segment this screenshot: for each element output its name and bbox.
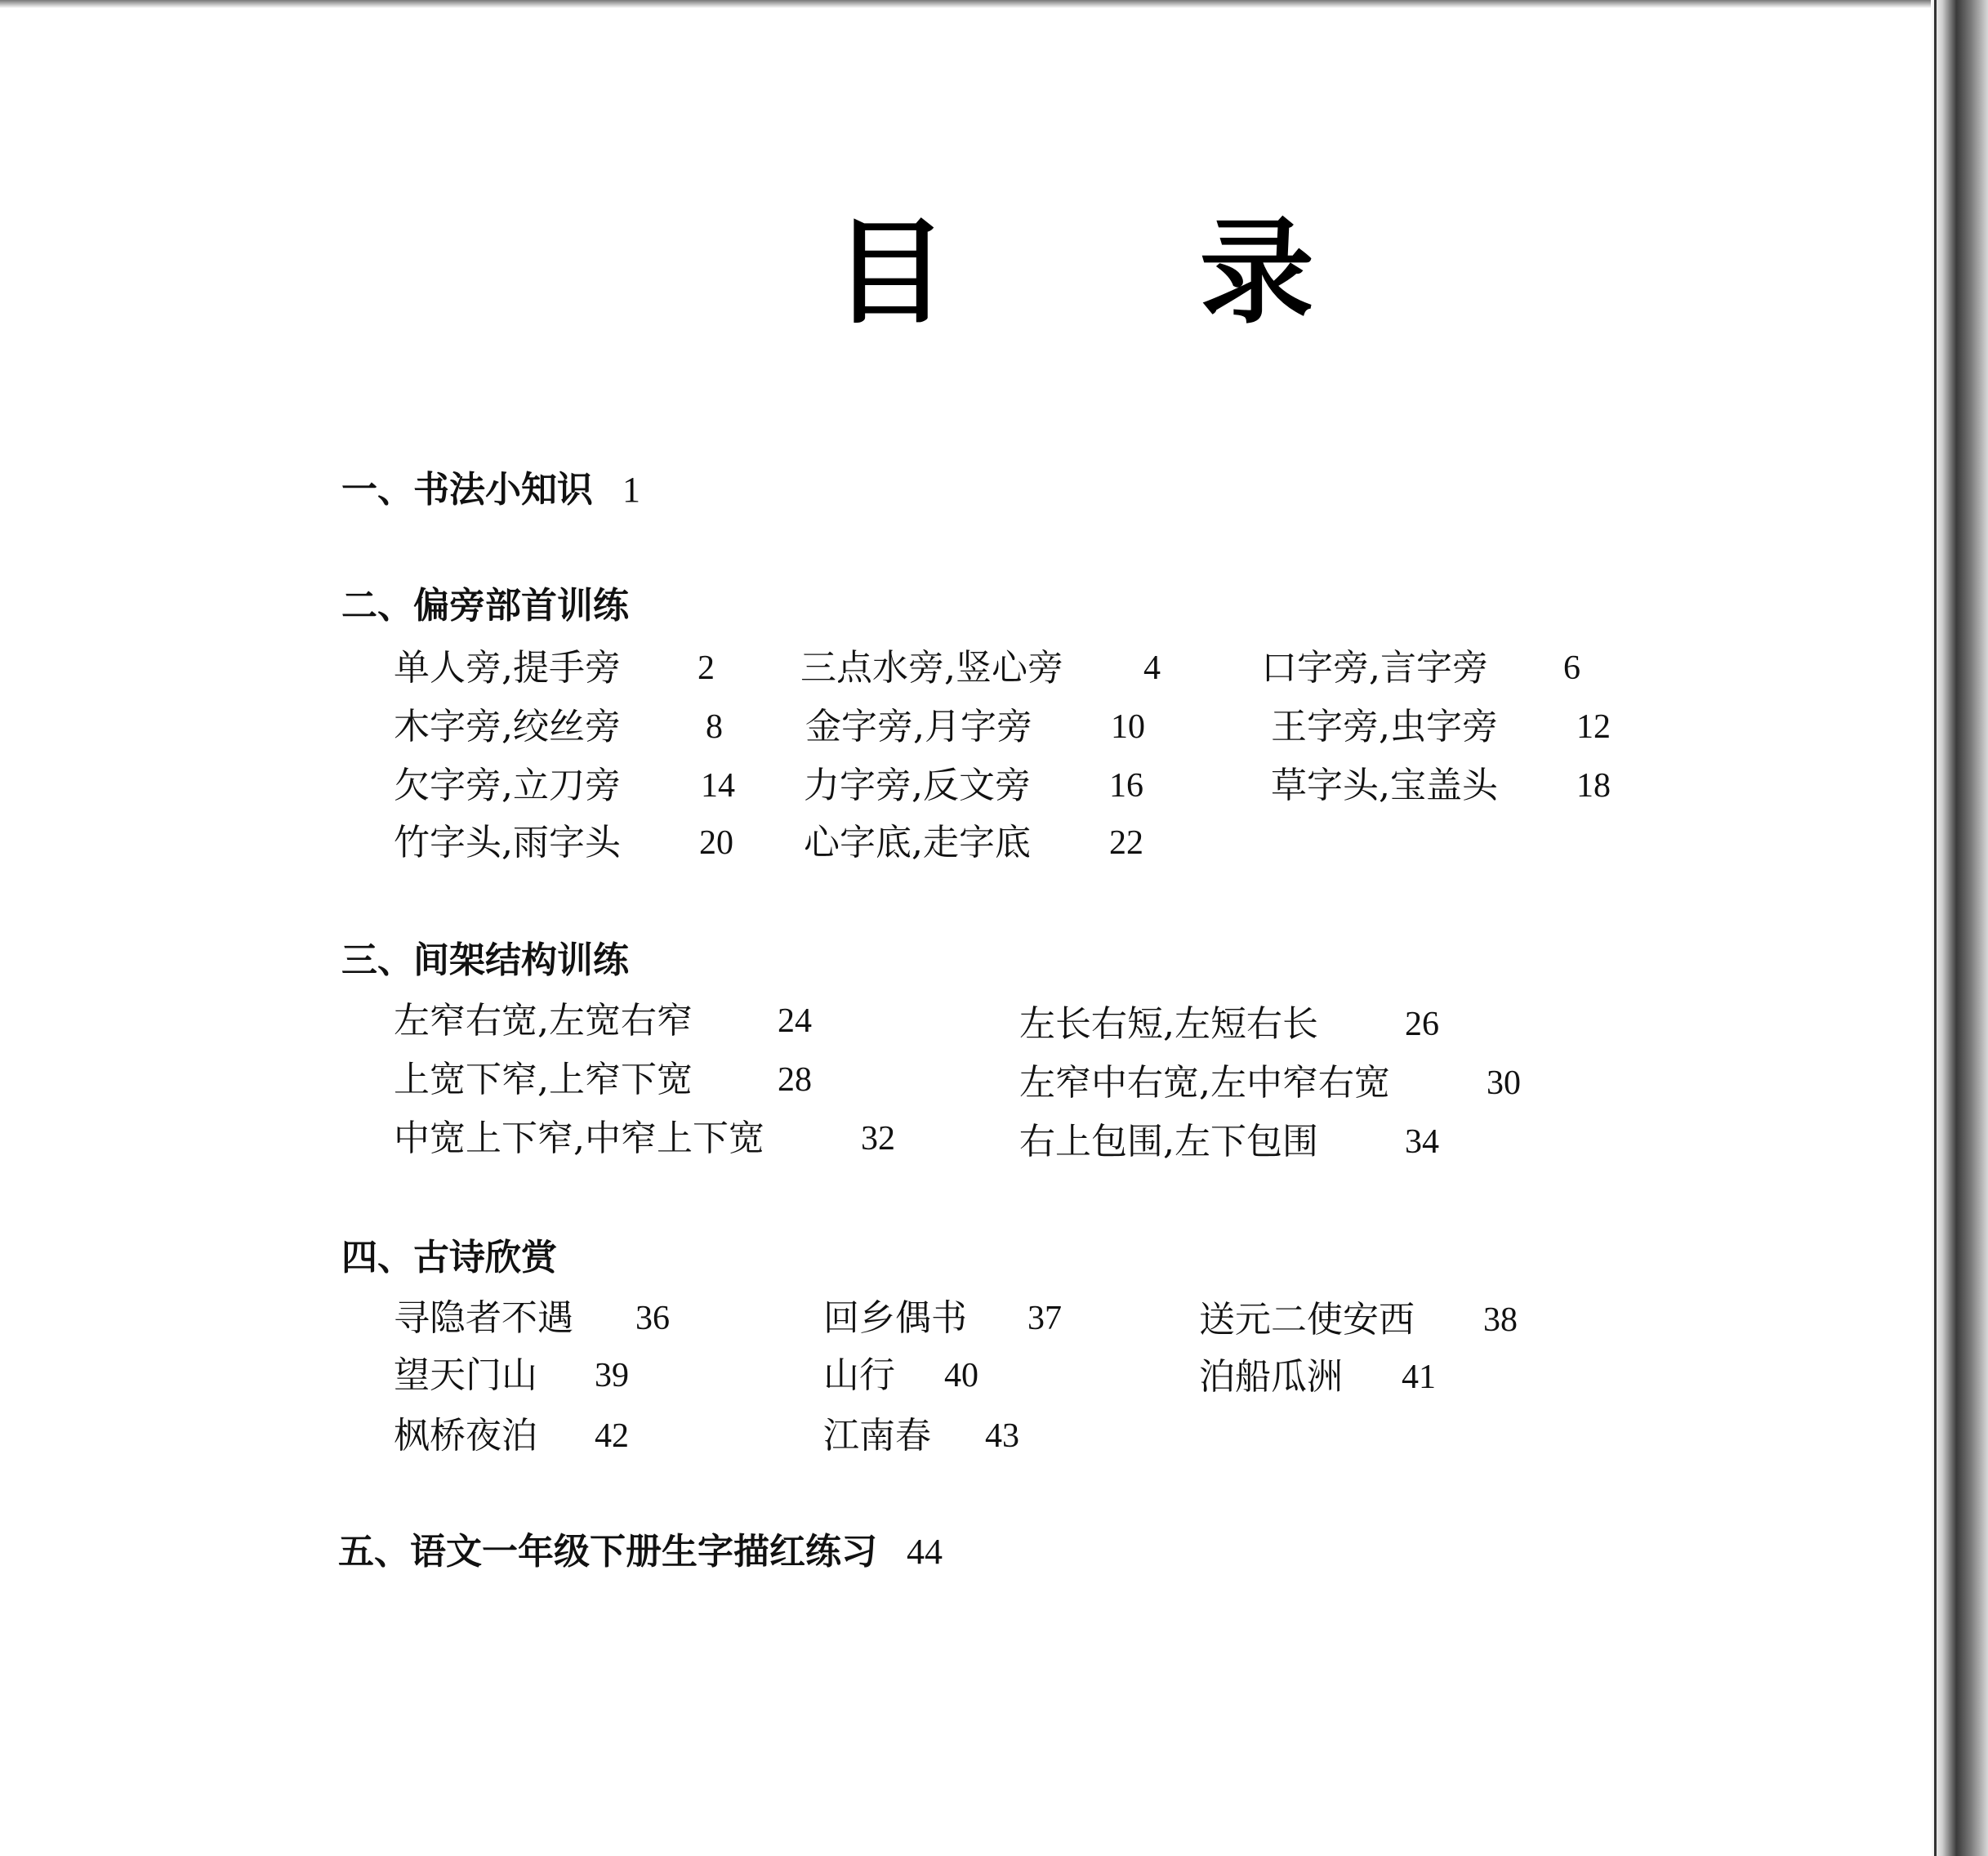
toc-entry[interactable] [804,763,1143,809]
toc-entry[interactable] [394,1413,629,1459]
entry-label: 望天门山 [394,1354,537,1396]
toc-entry[interactable] [394,1353,629,1399]
entry-page-number: 18 [1576,767,1611,805]
entry-page-number: 10 [1111,708,1145,746]
entry-page-number: 30 [1487,1064,1521,1102]
entry-page-number: 28 [778,1061,812,1099]
section-title: 四、古诗欣赏 [341,1237,557,1278]
toc-entry[interactable] [1261,645,1580,691]
entry-label: 江南春 [823,1415,931,1457]
entry-label: 泊船瓜洲 [1199,1356,1343,1398]
entry-page-number: 4 [1143,649,1161,687]
toc-entry[interactable] [805,704,1145,750]
entry-label: 上宽下窄,上窄下宽 [394,1059,693,1100]
entry-page-number: 24 [778,1002,812,1040]
section-heading-4 [341,1235,557,1281]
entry-label: 送元二使安西 [1199,1299,1415,1341]
section-heading-1[interactable] [341,467,640,513]
entry-label: 木字旁,绞丝旁 [394,706,621,747]
section-title: 五、语文一年级下册生字描红练习 [338,1531,877,1573]
toc-entry[interactable] [800,645,1161,691]
toc-entry[interactable] [1019,1002,1439,1047]
toc-entry[interactable] [823,1296,1062,1341]
toc-entry[interactable] [823,1413,1019,1459]
entry-label: 右上包围,左下包围 [1019,1121,1318,1162]
toc-entry[interactable] [1271,704,1611,750]
entry-label: 寻隐者不遇 [394,1297,573,1339]
page-binding-shadow [1931,0,1988,1856]
entry-label: 回乡偶书 [823,1297,967,1339]
entry-page-number: 40 [944,1357,978,1394]
entry-label: 山行 [823,1354,895,1396]
toc-entry[interactable] [1271,763,1611,809]
toc-entry[interactable] [394,763,735,809]
toc-entry[interactable] [1019,1119,1439,1165]
entry-page-number: 34 [1405,1123,1439,1161]
entry-page-number: 32 [861,1120,895,1158]
entry-page-number: 8 [706,708,723,746]
entry-page-number: 38 [1483,1301,1518,1339]
entry-label: 枫桥夜泊 [394,1415,537,1457]
entry-page-number: 12 [1576,708,1611,746]
section-heading-2 [341,583,629,629]
toc-entry[interactable] [1019,1060,1521,1106]
section-page-number: 44 [907,1532,943,1572]
entry-page-number: 14 [701,767,735,805]
entry-label: 金字旁,月字旁 [805,706,1032,747]
entry-label: 心字底,走字底 [804,822,1031,863]
entry-label: 竹字头,雨字头 [394,822,621,863]
entry-page-number: 26 [1405,1006,1439,1043]
entry-page-number: 36 [635,1300,670,1337]
section-heading-3 [341,938,629,984]
toc-entry[interactable] [394,1057,812,1103]
entry-label: 左窄右宽,左宽右窄 [394,1000,693,1042]
toc-entry[interactable] [394,1116,895,1162]
section-title: 一、书法小知识 [341,469,593,511]
section-title: 二、偏旁部首训练 [341,585,629,627]
entry-page-number: 39 [595,1357,629,1394]
toc-entry[interactable] [804,820,1143,866]
entry-page-number: 42 [595,1417,629,1455]
entry-page-number: 20 [699,824,733,862]
page-binding-line [1934,0,1937,1856]
entry-label: 王字旁,虫字旁 [1271,706,1498,747]
toc-entry[interactable] [394,704,723,750]
toc-entry[interactable] [394,820,733,866]
toc-entry[interactable] [394,998,812,1044]
page-top-edge [0,0,1988,8]
entry-label: 三点水旁,竖心旁 [800,647,1063,689]
section-title: 三、间架结构训练 [341,939,629,981]
entry-label: 草字头,宝盖头 [1271,765,1498,806]
entry-label: 左长右短,左短右长 [1019,1003,1318,1045]
entry-page-number: 22 [1109,824,1143,862]
entry-page-number: 43 [985,1417,1019,1455]
entry-page-number: 41 [1402,1359,1436,1396]
entry-page-number: 2 [698,649,715,687]
entry-label: 单人旁,提手旁 [394,647,621,689]
entry-page-number: 6 [1563,649,1580,687]
toc-entry[interactable] [1199,1297,1518,1343]
entry-label: 力字旁,反文旁 [804,765,1031,806]
entry-page-number: 16 [1109,767,1143,805]
toc-entry[interactable] [823,1353,978,1399]
section-page-number: 1 [622,470,640,510]
entry-label: 左窄中右宽,左中窄右宽 [1019,1062,1390,1104]
page-title: 目 录 [833,207,1420,340]
entry-label: 口字旁,言字旁 [1261,647,1488,689]
toc-entry[interactable] [394,1296,670,1341]
toc-entry[interactable] [1199,1354,1436,1400]
entry-page-number: 37 [1027,1300,1062,1337]
entry-label: 欠字旁,立刀旁 [394,765,621,806]
toc-entry[interactable] [394,645,715,691]
entry-label: 中宽上下窄,中窄上下宽 [394,1118,764,1159]
section-heading-5[interactable] [338,1529,943,1575]
